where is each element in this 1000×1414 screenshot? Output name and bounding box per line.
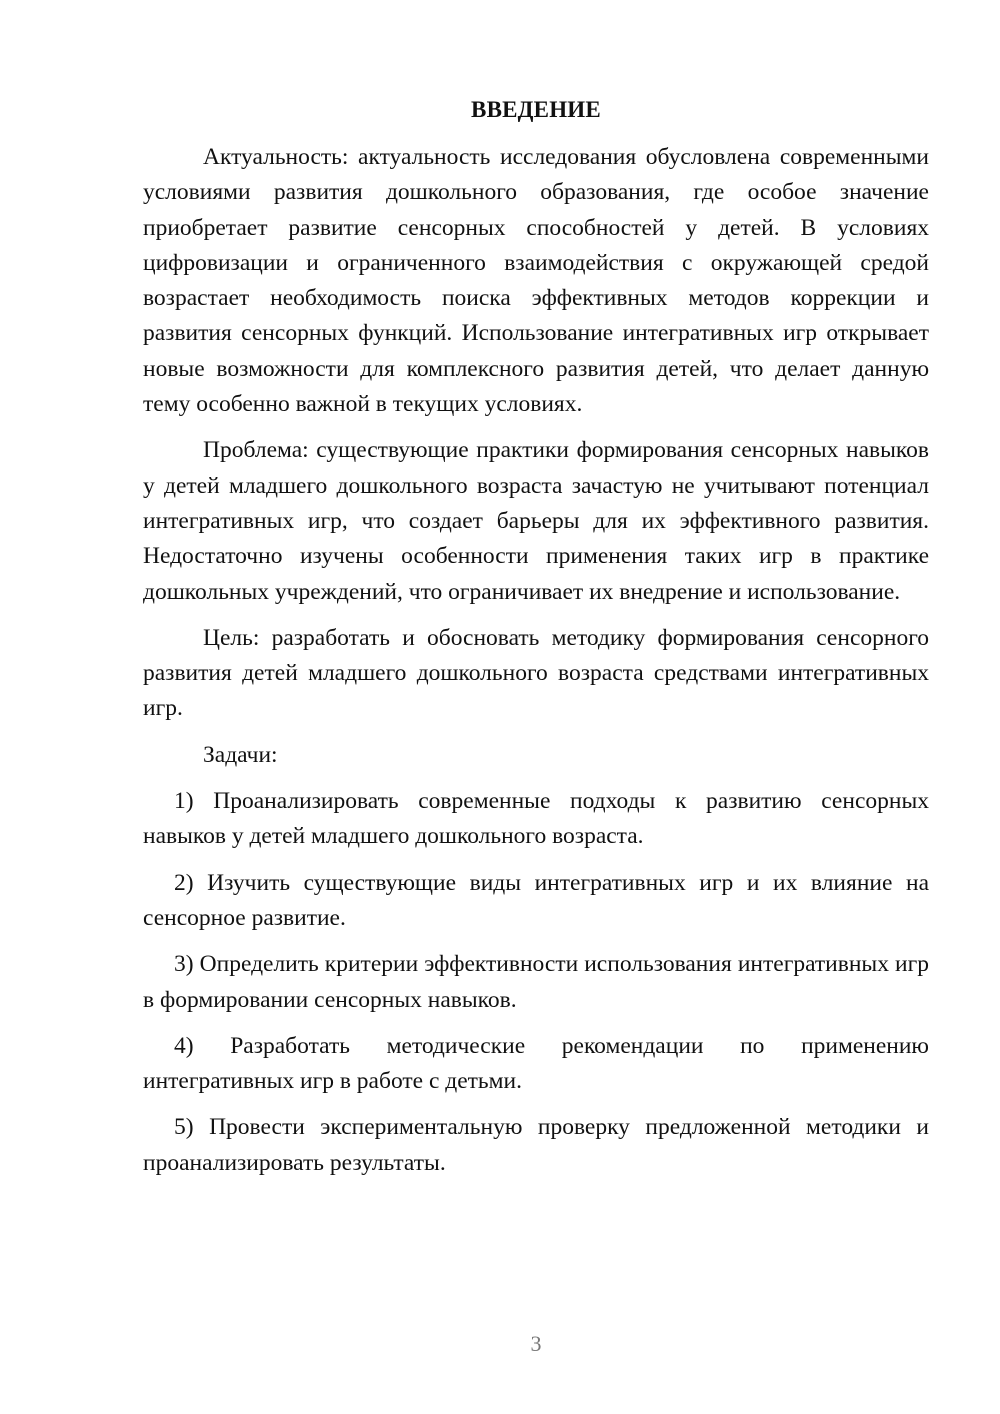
task-item: 4) Разработать методические рекомендации по применению интегративных игр в работе с детьми. (143, 1032, 929, 1095)
page-number: 3 (530, 1331, 542, 1356)
document-body (143, 140, 929, 1181)
page-title: ВВЕДЕНИЕ (471, 97, 601, 122)
paragraph-problem: Проблема: существующие практики формирования сенсорных навыков у детей младшего дошкольного возраста зачастую не учитывают потенциал интегративных игр, что создает барьеры для их эффективного развития. Недостаточно изучены особенности применения таких игр в практике дошкольных учреждений, что ограничивает их внедрение и использование. (143, 437, 929, 605)
task-item: 5) Провести экспериментальную проверку предложенной методики и проанализировать результаты. (143, 1114, 929, 1176)
paragraph-goal: Цель: разработать и обосновать методику формирования сенсорного развития детей младшего дошкольного возраста средствами интегративных игр. (143, 624, 929, 722)
task-item: 2) Изучить существующие виды интегративных игр и их влияние на сенсорное развитие. (143, 869, 929, 931)
task-item: 1) Проанализировать современные подходы к развитию сенсорных навыков у детей младшего дошкольного возраста. (143, 788, 929, 850)
tasks-heading: Задачи: (203, 741, 278, 768)
paragraph-relevance: Актуальность: актуальность исследования обусловлена современными условиями развития дошкольного образования, где особое значение приобретает развитие сенсорных способностей у детей. В условиях цифровизации и ограниченного взаимодействия с окружающей средой возрастает необходимость поиска эффективных методов коррекции и развития сенсорных функций. Использование интегративных игр открывает новые возможности для комплексного развития детей, что делает данную тему особенно важной в текущих условиях. (143, 144, 929, 418)
task-item: 3) Определить критерии эффективности использования интегративных игр в формировании сенсорных навыков. (143, 951, 929, 1013)
